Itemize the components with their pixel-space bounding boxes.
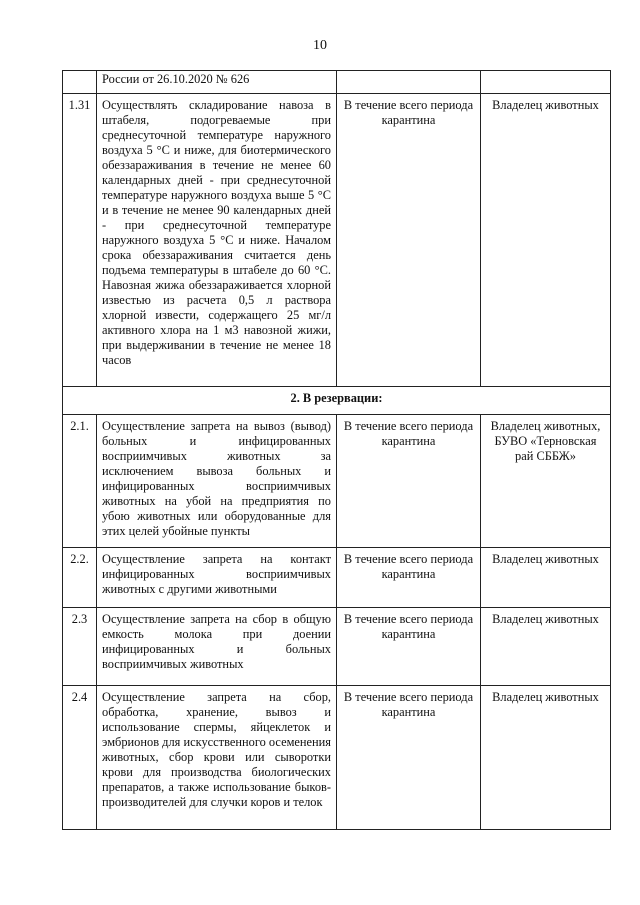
measure-term: В течение всего периода карантина: [337, 415, 481, 548]
measure-description: Осуществление запрета на вывоз (вывод) больных и инфицированных восприимчивых животных за исключением вывоза больных и инфицированных восприимчивых животных на убой на предприятия по убою животных или оборудованные для этих целей убойные пункты: [97, 415, 337, 548]
table-row: [63, 548, 611, 608]
measures-table: [62, 70, 611, 830]
page-number: 10: [313, 38, 327, 53]
measure-description: России от 26.10.2020 № 626: [97, 71, 337, 94]
measure-term: В течение всего периода карантина: [337, 686, 481, 830]
row-number: 2.4: [63, 686, 97, 830]
measure-description: Осуществление запрета на контакт инфицированных восприимчивых животных с другими животными: [97, 548, 337, 608]
row-number: 2.2.: [63, 548, 97, 608]
section-row: [63, 387, 611, 415]
measure-term: В течение всего периода карантина: [337, 94, 481, 387]
section-heading: 2. В резервации:: [63, 387, 611, 415]
table-row: [63, 415, 611, 548]
table-row: [63, 686, 611, 830]
measure-description: Осуществление запрета на сбор в общую емкость молока при доении инфицированных и больных восприимчивых животных: [97, 608, 337, 686]
measure-term: В течение всего периода карантина: [337, 548, 481, 608]
measure-responsible: Владелец животных: [481, 548, 611, 608]
row-number: 1.31: [63, 94, 97, 387]
measure-responsible: [481, 71, 611, 94]
measure-responsible: Владелец животных: [481, 686, 611, 830]
row-number: 2.3: [63, 608, 97, 686]
row-number: [63, 71, 97, 94]
measure-term: [337, 71, 481, 94]
measure-term: В течение всего периода карантина: [337, 608, 481, 686]
measure-description: Осуществлять складирование навоза в штабеля, подогреваемые при среднесуточной температуре наружного воздуха 5 °С и ниже, для биотермического обеззараживания в течение не менее 60 календарных дней - при среднесуточной температуре наружного воздуха выше 5 °С и в течение не менее 90 календарных дней - при среднесуточной температуре наружного воздуха 5 °С и ниже. Началом срока обеззараживания считается день подъема температуры в штабеле до 60 °С. Навозная жижа обеззараживается хлорной известью из расчета 0,5 л раствора хлорной извести, содержащего 25 мг/л активного хлора на 1 м3 навозной жижи, при выдерживании в течение не менее 18 часов: [97, 94, 337, 387]
measure-responsible: Владелец животных: [481, 608, 611, 686]
table-row: [63, 71, 611, 94]
measure-responsible: Владелец животных, БУВО «Терновская рай СББЖ»: [481, 415, 611, 548]
table-row: [63, 608, 611, 686]
row-number: 2.1.: [63, 415, 97, 548]
measure-responsible: Владелец животных: [481, 94, 611, 387]
measure-description: Осуществление запрета на сбор, обработка, хранение, вывоз и использование спермы, яйцеклеток и эмбрионов для искусственного осеменения животных, сбор крови или сыворотки крови для производства биологических препаратов, а также использование быков-производителей для случки коров и телок: [97, 686, 337, 830]
table-row: [63, 94, 611, 387]
